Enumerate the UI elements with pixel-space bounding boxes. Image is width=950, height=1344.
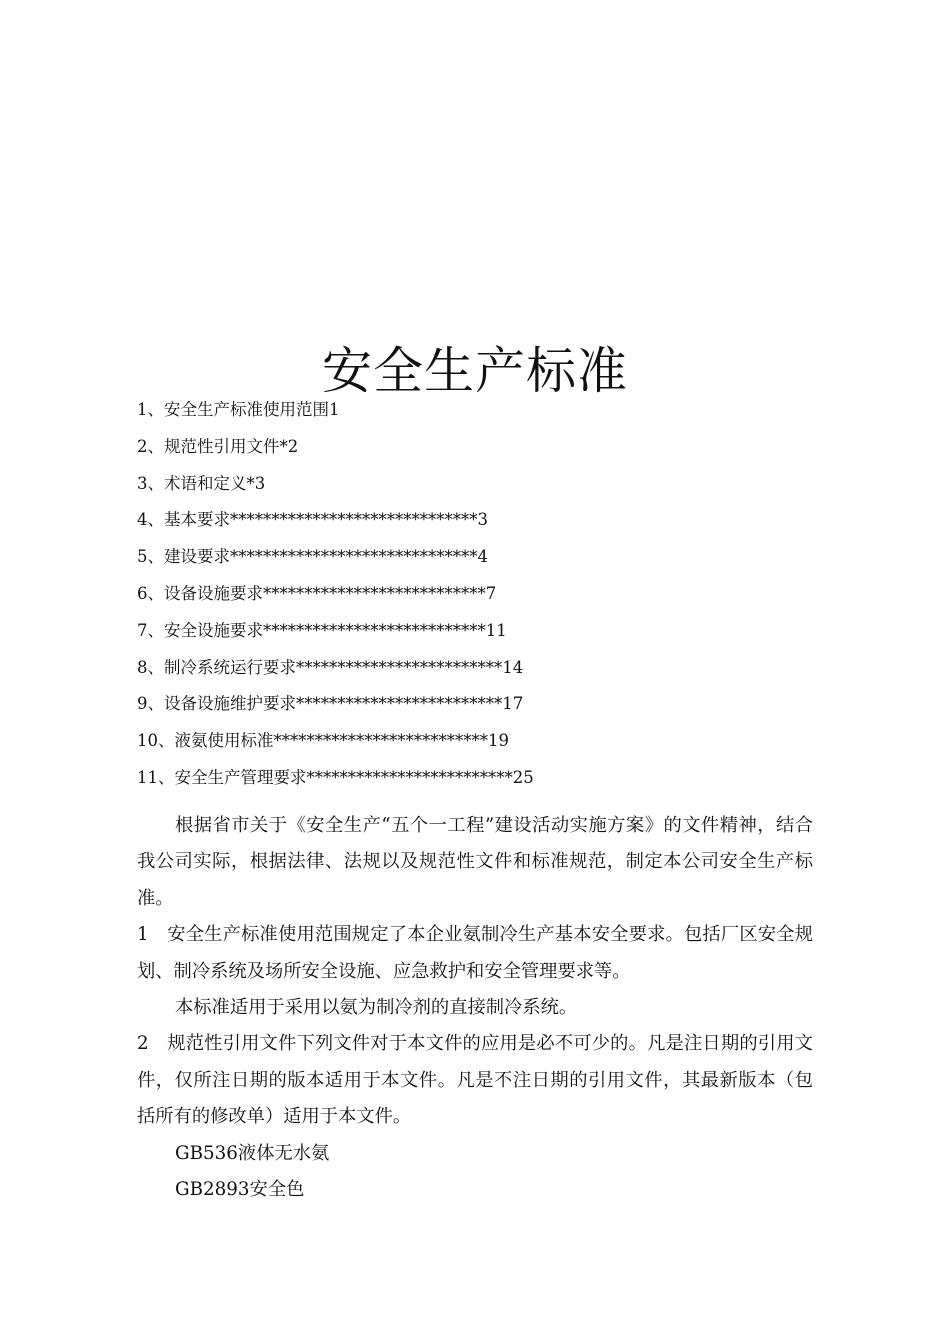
reference-item: GB536液体无水氨 bbox=[175, 1142, 330, 1164]
toc-item: 9、设备设施维护要求*************************17 bbox=[137, 694, 524, 714]
reference-item: GB2893安全色 bbox=[175, 1179, 305, 1201]
toc-item: 5、建设要求******************************4 bbox=[137, 547, 488, 567]
table-of-contents bbox=[137, 395, 857, 800]
section-1-scope-paragraph: 本标准适用于采用以氨为制冷剂的直接制冷系统。 bbox=[175, 997, 578, 1019]
toc-item: 2、规范性引用文件*2 bbox=[137, 436, 299, 456]
toc-item: 1、安全生产标准使用范围1 bbox=[137, 400, 340, 419]
section-2-paragraph: 2 规范性引用文件下列文件对于本文件的应用是必不可少的。凡是注日期的引用文件，仅所注日期的版本适用于本文件。凡是不注日期的引用文件，其最新版本（包括所有的修改单）适用于本文件。 bbox=[137, 1033, 813, 1128]
intro-paragraph: 根据省市关于《安全生产“五个一工程”建设活动实施方案》的文件精神，结合我公司实际，根据法律、法规以及规范性文件和标准规范，制定本公司安全生产标准。 bbox=[137, 815, 813, 909]
toc-item: 3、术语和定义*3 bbox=[137, 473, 266, 493]
toc-item: 8、制冷系统运行要求*************************14 bbox=[137, 657, 524, 677]
document-body bbox=[137, 808, 813, 1208]
toc-item: 6、设备设施要求***************************7 bbox=[137, 583, 497, 603]
toc-item: 7、安全设施要求***************************11 bbox=[137, 620, 507, 640]
toc-item: 11、安全生产管理要求*************************25 bbox=[137, 767, 534, 787]
toc-item: 10、液氨使用标准**************************19 bbox=[137, 731, 509, 751]
section-1-paragraph: 1 安全生产标准使用范围规定了本企业氨制冷生产基本安全要求。包括厂区安全规划、制冷系统及场所安全设施、应急救护和安全管理要求等。 bbox=[137, 924, 813, 982]
toc-item: 4、基本要求******************************3 bbox=[137, 510, 488, 530]
document-title: 安全生产标准 bbox=[322, 342, 628, 400]
